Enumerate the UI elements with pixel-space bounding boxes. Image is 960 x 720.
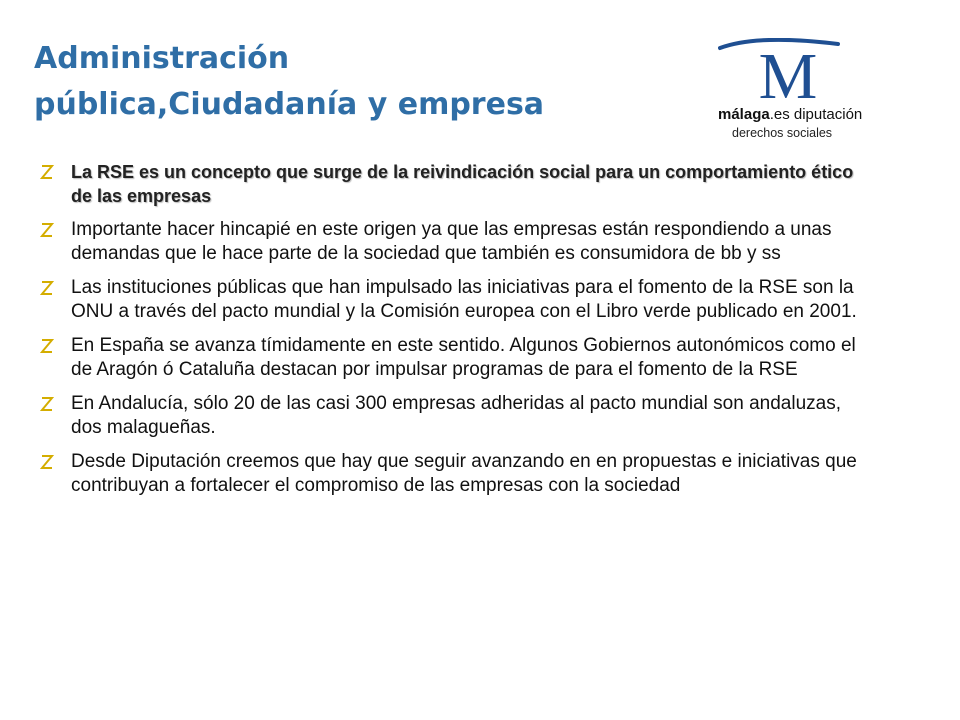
- logo-brand-bold: málaga: [718, 106, 770, 123]
- logo-m-mark: [718, 38, 858, 102]
- bullet-item: [40, 276, 860, 324]
- logo-brand-text: [718, 106, 863, 123]
- bullet-text: En Andalucía, sólo 20 de las casi 300 empresas adheridas al pacto mundial son andaluzas, dos malagueñas.: [71, 393, 841, 438]
- bullet-item: [40, 160, 860, 208]
- bullet-item: [40, 218, 860, 266]
- bullet-text: La RSE es un concepto que surge de la reivindicación social para un comportamiento ético de las empresas: [71, 162, 854, 206]
- z-bullet-icon: [40, 221, 54, 239]
- svg-text:M: M: [758, 40, 818, 102]
- z-bullet-icon: [40, 395, 54, 413]
- bullet-item: [40, 450, 860, 498]
- bullet-item: [40, 334, 860, 382]
- slide-title: [34, 36, 694, 128]
- bullet-text: Las instituciones públicas que han impulsado las iniciativas para el fomento de la RSE son la ONU a través del pacto mundial y la Comisión europea con el Libro verde publicado en 2001.: [71, 277, 857, 322]
- z-bullet-icon: [40, 337, 54, 355]
- bullet-text: Desde Diputación creemos que hay que seguir avanzando en en propuestas e iniciativas que contribuyan a fortalecer el compromiso de las empresas con la sociedad: [71, 451, 857, 496]
- bullet-item: [40, 392, 860, 440]
- bullet-list: [40, 160, 860, 508]
- slide-title-line-2: pública,Ciudadanía y empresa: [34, 87, 545, 122]
- malaga-diputacion-logo: [718, 38, 863, 146]
- logo-subtitle: derechos sociales: [732, 126, 833, 140]
- z-bullet-icon: [40, 453, 54, 471]
- bullet-text: Importante hacer hincapié en este origen ya que las empresas están respondiendo a unas demandas que le hace parte de la sociedad que también es consumidora de bb y ss: [71, 219, 832, 264]
- z-bullet-icon: [40, 279, 54, 297]
- z-bullet-icon: [40, 163, 54, 181]
- logo-brand-rest: .es diputación: [769, 106, 863, 123]
- bullet-text: En España se avanza tímidamente en este sentido. Algunos Gobiernos autonómicos como el de Aragón ó Cataluña destacan por impulsar programas de para el fomento de la RSE: [71, 335, 856, 380]
- slide-title-line-1: Administración: [34, 41, 290, 76]
